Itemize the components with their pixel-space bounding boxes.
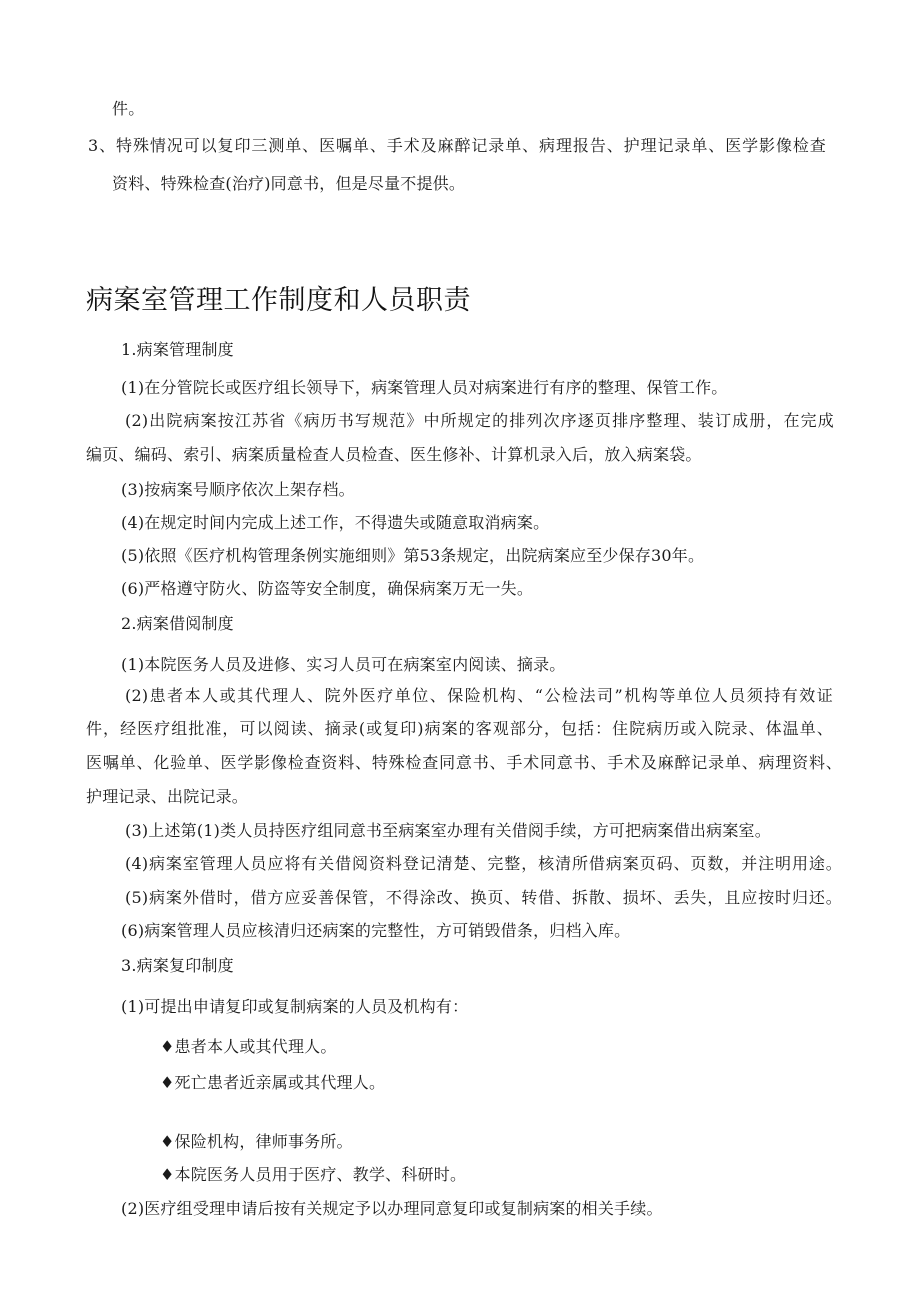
section-3-item-2: (2)医疗组受理申请后按有关规定予以办理同意复印或复制病案的相关手续。 [121,1199,663,1218]
section-3-item-1: (1)可提出申请复印或复制病案的人员及机构有： [121,997,469,1016]
intro-line-3: 资料、特殊检查(治疗)同意书，但是尽量不提供。 [112,174,466,193]
section-1-item-5: (5)依照《医疗机构管理条例实施细则》第53条规定，出院病案应至少保存30年。 [121,546,705,565]
section-2-item-5: (5)病案外借时，借方应妥善保管，不得涂改、换页、转借、拆散、损坏、丢失，且应按时归还。 [125,888,842,907]
section-2-item-2-line-4: 护理记录、出院记录。 [86,787,249,806]
section-2-item-3: (3)上述第(1)类人员持医疗组同意书至病案室办理有关借阅手续，方可把病案借出病案室。 [125,821,771,840]
section-1-heading: 1.病案管理制度 [121,340,234,359]
intro-line-2: 3、特殊情况可以复印三测单、医嘱单、手术及麻醉记录单、病理报告、护理记录单、医学影像检查 [88,136,826,155]
section-1-item-3: (3)按病案号顺序依次上架存档。 [121,480,355,499]
section-2-item-2-line-3: 医嘱单、化验单、医学影像检查资料、特殊检查同意书、手术同意书、手术及麻醉记录单、病理资料、 [86,753,842,772]
section-1-item-2-line-2: 编页、编码、索引、病案质量检查人员检查、医生修补、计算机录入后，放入病案袋。 [86,445,702,464]
section-1-item-1: (1)在分管院长或医疗组长领导下，病案管理人员对病案进行有序的整理、保管工作。 [121,378,728,397]
section-3-bullet-2: ♦死亡患者近亲属或其代理人。 [160,1073,386,1092]
section-2-item-4: (4)病案室管理人员应将有关借阅资料登记清楚、完整，核清所借病案页码、页数，并注明用途。 [125,854,842,873]
section-2-item-2-line-2: 件，经医疗组批准，可以阅读、摘录(或复印)病案的客观部分，包括：住院病历或入院录、体温单、 [86,719,833,738]
section-2-item-2-line-1: (2)患者本人或其代理人、院外医疗单位、保险机构、“公检法司”机构等单位人员须持有效证 [125,686,833,705]
section-2-heading: 2.病案借阅制度 [121,614,234,633]
section-1-item-4: (4)在规定时间内完成上述工作，不得遗失或随意取消病案。 [121,513,550,532]
section-3-bullet-4: ♦本院医务人员用于医疗、教学、科研时。 [160,1165,467,1184]
section-1-item-6: (6)严格遵守防火、防盗等安全制度，确保病案万无一失。 [121,579,534,598]
section-3-bullet-1: ♦患者本人或其代理人。 [160,1037,337,1056]
section-3-heading: 3.病案复印制度 [121,956,234,975]
intro-line-1: 件。 [112,99,145,118]
section-2-item-1: (1)本院医务人员及进修、实习人员可在病案室内阅读、摘录。 [121,655,566,674]
section-3-bullet-3: ♦保险机构，律师事务所。 [160,1132,353,1151]
page-title: 病案室管理工作制度和人员职责 [86,285,471,316]
section-2-item-6: (6)病案管理人员应核清归还病案的完整性，方可销毁借条，归档入库。 [121,921,631,940]
section-1-item-2-line-1: (2)出院病案按江苏省《病历书写规范》中所规定的排列次序逐页排序整理、装订成册，在完成 [125,411,834,430]
